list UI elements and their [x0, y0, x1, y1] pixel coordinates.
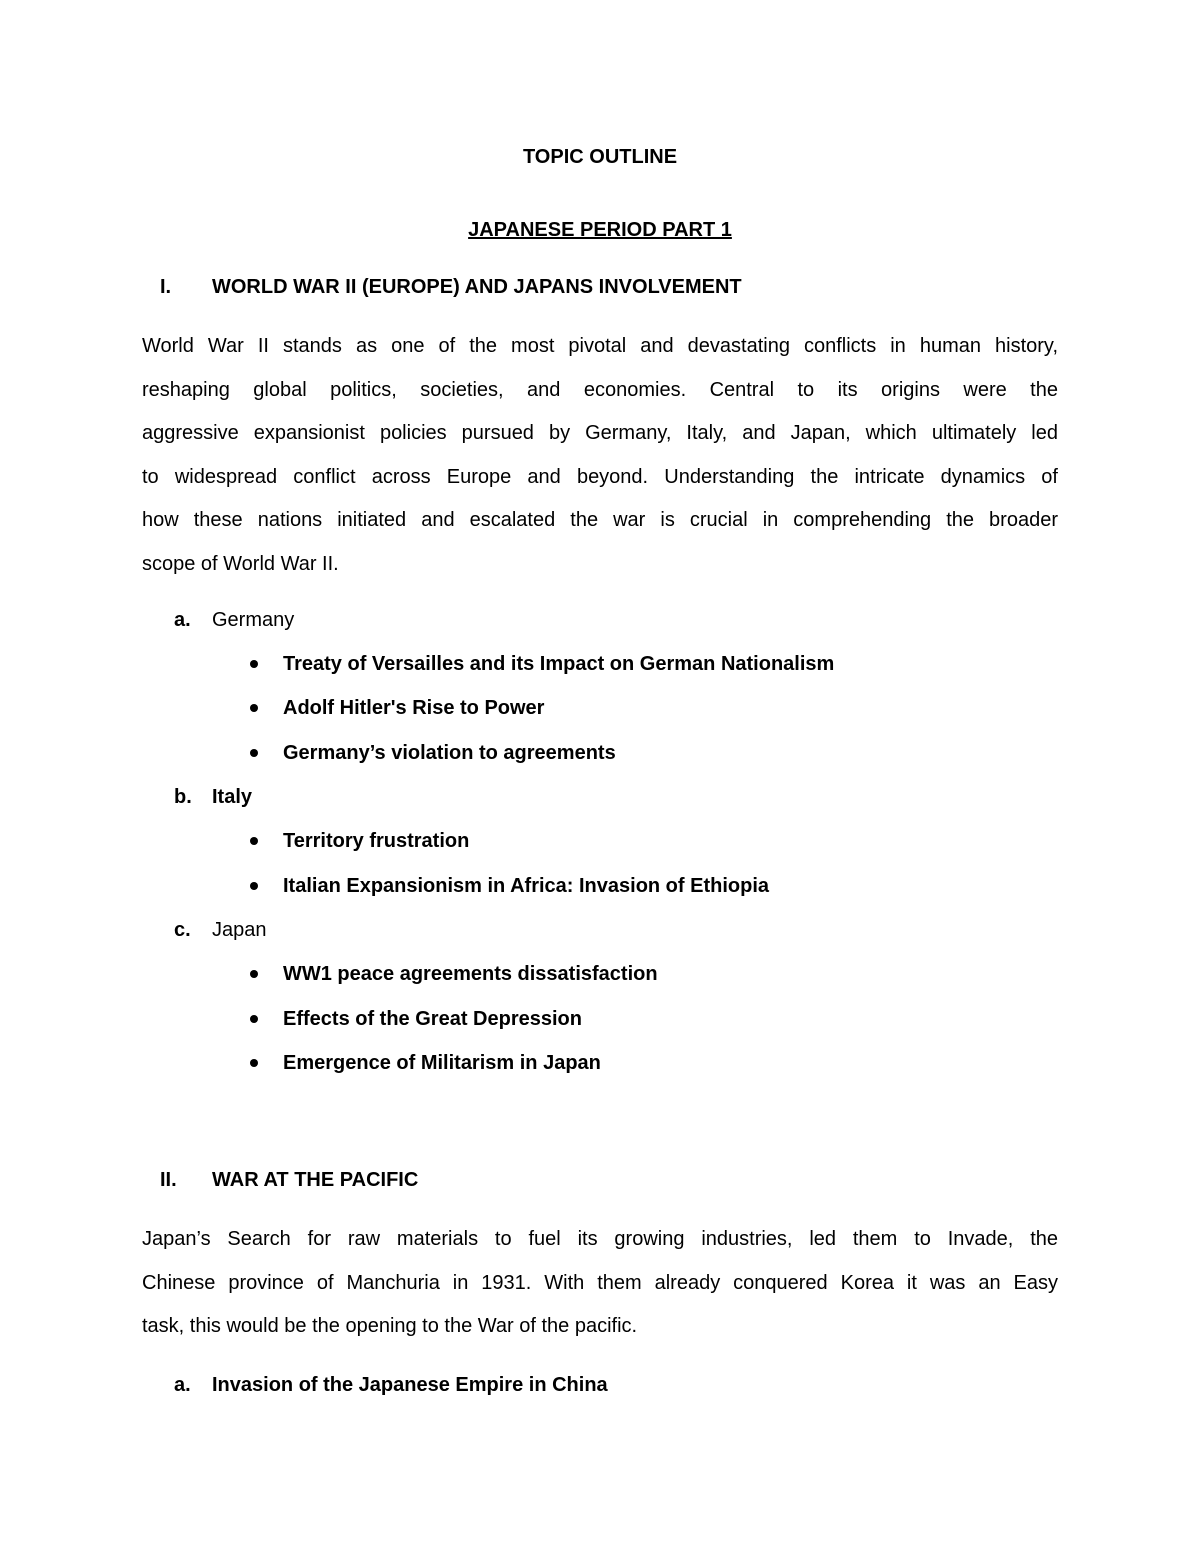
- bullet-icon: [250, 882, 258, 890]
- bullet-icon: [250, 704, 258, 712]
- section-paragraph: [142, 325, 1058, 586]
- subtitle-text: JAPANESE PERIOD PART 1: [468, 219, 732, 241]
- paragraph-line: how these nations initiated and escalated the war is crucial in comprehending the broader: [142, 509, 1058, 531]
- bullet-item: WW1 peace agreements dissatisfaction: [283, 963, 658, 985]
- bullet-icon: [250, 837, 258, 845]
- paragraph-line: reshaping global politics, societies, and economies. Central to its origins were the: [142, 378, 1058, 401]
- document-title: TOPIC OUTLINE: [522, 146, 678, 168]
- bullet-item: Territory frustration: [283, 830, 470, 852]
- bullet-item: Germany’s violation to agreements: [283, 742, 616, 764]
- paragraph-line: Chinese province of Manchuria in 1931. With them already conquered Korea it was an Easy: [142, 1271, 1058, 1294]
- document-subtitle: [0, 218, 1200, 242]
- section-heading: WAR AT THE PACIFIC: [212, 1169, 419, 1191]
- paragraph-line: scope of World War II.: [142, 552, 339, 575]
- paragraph-line: aggressive expansionist policies pursued by Germany, Italy, and Japan, which ultimately led: [142, 422, 1058, 444]
- paragraph-line: task, this would be the opening to the War of the pacific.: [142, 1315, 638, 1337]
- paragraph-line: Japan’s Search for raw materials to fuel its growing industries, led them to Invade, the: [142, 1228, 1058, 1250]
- paragraph-line: to widespread conflict across Europe and beyond. Understanding the intricate dynamics of: [142, 465, 1058, 488]
- bullet-icon: [250, 1015, 258, 1023]
- subsection-letter: a.: [174, 609, 191, 631]
- section-number: I.: [160, 276, 172, 298]
- bullet-item: Adolf Hitler's Rise to Power: [283, 697, 545, 719]
- subsection-label: Germany: [212, 609, 295, 631]
- subsection-letter: c.: [174, 919, 191, 941]
- bullet-item: Effects of the Great Depression: [283, 1008, 582, 1030]
- subsection-label: Italy: [212, 786, 253, 808]
- subsection-label: Japan: [212, 919, 267, 941]
- section-paragraph: [142, 1218, 1058, 1349]
- subsection-letter: b.: [174, 786, 192, 808]
- bullet-icon: [250, 749, 258, 757]
- subsection-label: Invasion of the Japanese Empire in China: [212, 1374, 608, 1396]
- subsection-letter: a.: [174, 1374, 191, 1396]
- bullet-item: Treaty of Versailles and its Impact on German Nationalism: [283, 653, 835, 675]
- bullet-item: Italian Expansionism in Africa: Invasion of Ethiopia: [283, 875, 770, 897]
- section-heading: WORLD WAR II (EUROPE) AND JAPANS INVOLVEMENT: [212, 276, 742, 298]
- paragraph-line: World War II stands as one of the most pivotal and devastating conflicts in human history,: [142, 335, 1058, 357]
- bullet-icon: [250, 660, 258, 668]
- bullet-icon: [250, 970, 258, 978]
- section-number: II.: [160, 1169, 177, 1191]
- bullet-icon: [250, 1059, 258, 1067]
- bullet-item: Emergence of Militarism in Japan: [283, 1052, 601, 1074]
